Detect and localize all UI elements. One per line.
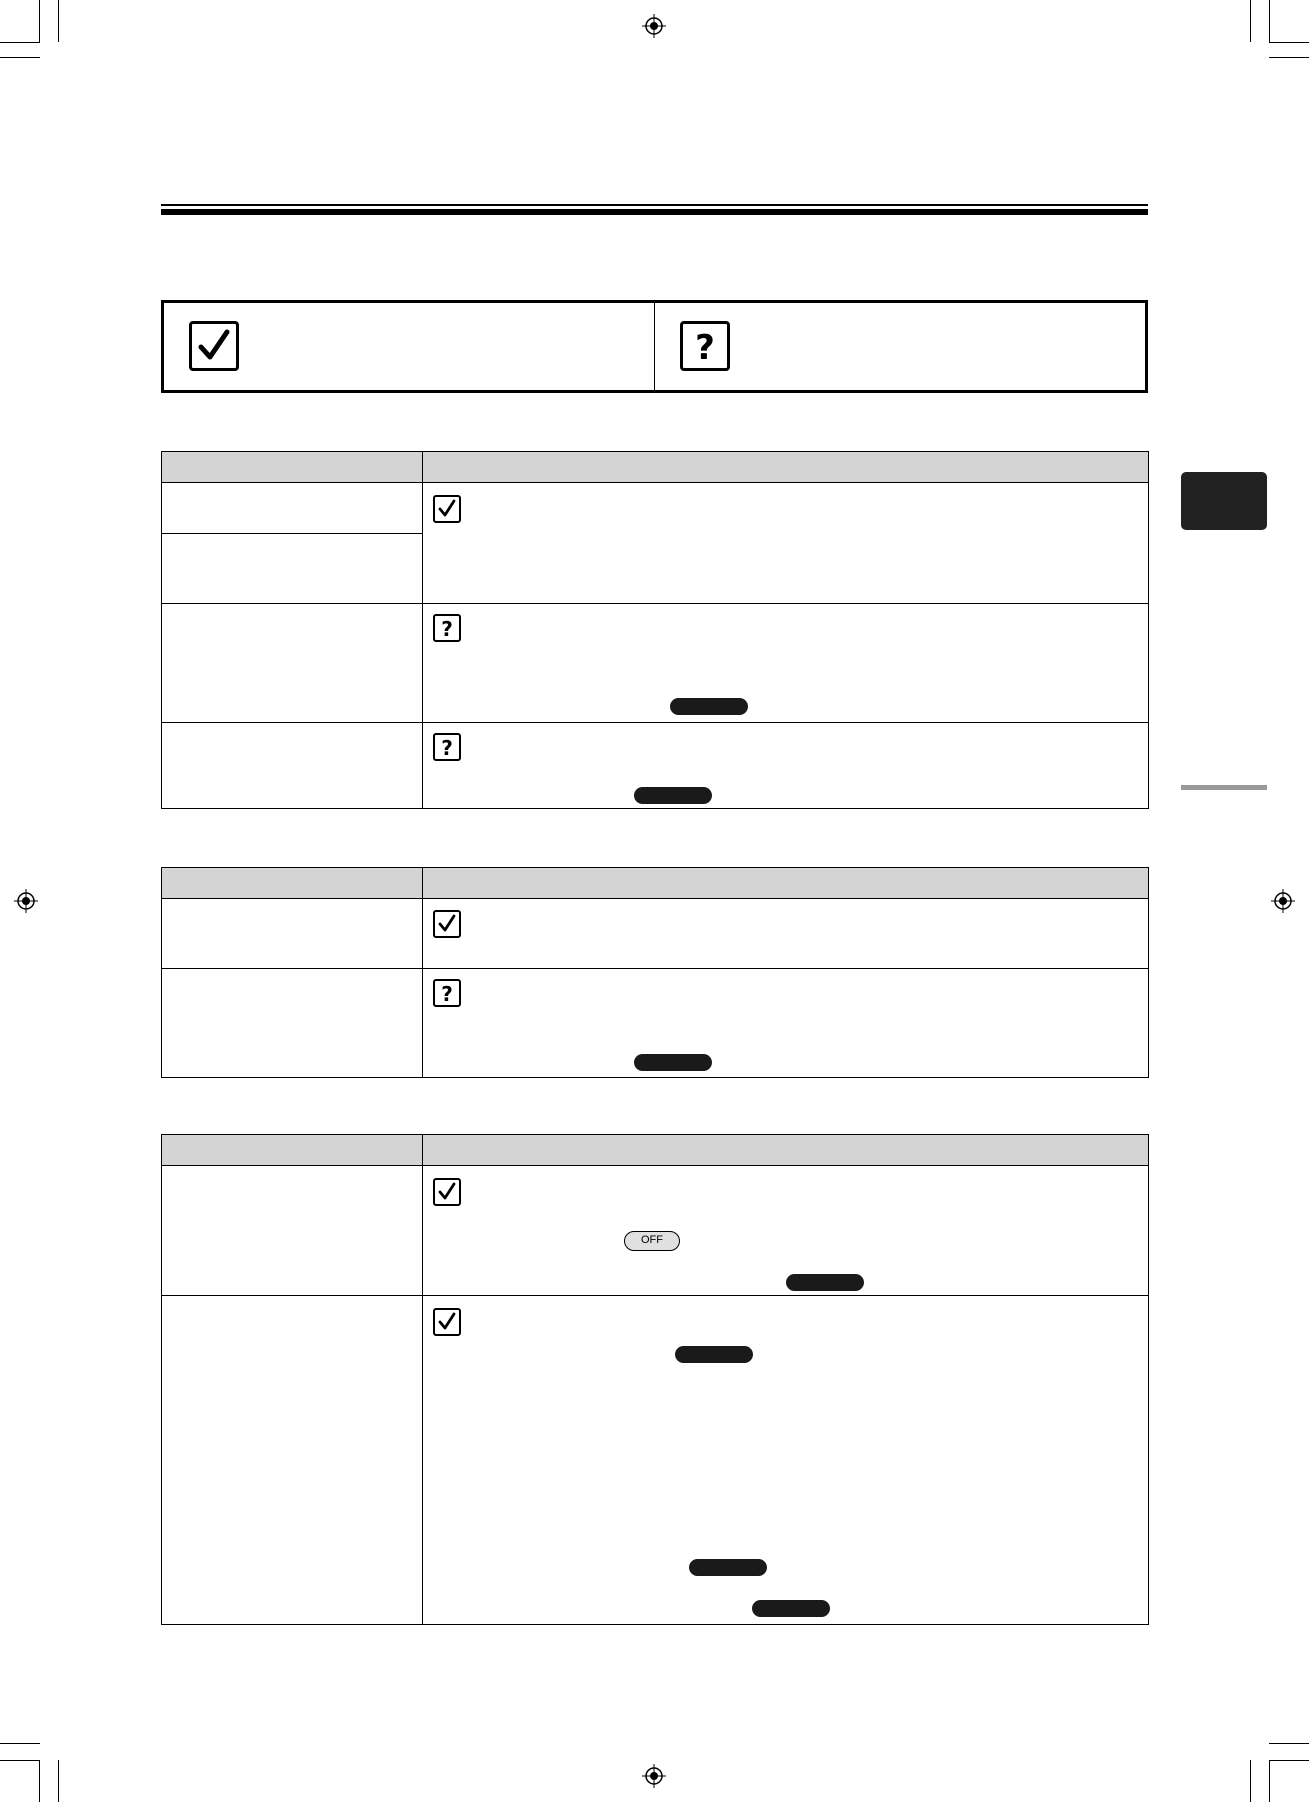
table-header [162,1135,1148,1166]
check-icon [433,910,461,938]
page-ref-badge[interactable] [786,1274,864,1291]
question-icon [433,614,461,642]
page-ref-badge[interactable] [689,1559,767,1576]
question-icon [433,979,461,1007]
troubleshoot-table-2 [161,867,1149,1078]
page-ref-badge[interactable] [634,1054,712,1071]
check-icon [433,495,461,523]
page-ref-badge[interactable] [634,787,712,804]
page-ref-badge[interactable] [670,698,748,715]
table-header [162,868,1148,899]
page-ref-badge[interactable] [752,1600,830,1617]
svg-text:?: ? [695,328,715,368]
svg-text:?: ? [441,982,453,1005]
check-icon [433,1178,461,1206]
check-icon [189,321,239,371]
registration-mark-icon [642,1764,666,1788]
page-ref-badge[interactable] [675,1346,753,1363]
troubleshoot-table-1 [161,451,1149,809]
legend-check [164,303,654,390]
check-icon [433,1308,461,1336]
side-section-bar [1181,785,1267,790]
registration-mark-icon [1271,889,1295,913]
off-button[interactable]: OFF [624,1231,680,1251]
legend-box [161,300,1148,393]
header-rule-thick [161,209,1148,215]
side-tab[interactable] [1181,472,1267,530]
table-header [162,452,1148,483]
svg-text:?: ? [441,617,453,640]
question-icon [680,321,730,371]
legend-question [654,303,1145,390]
question-icon [433,733,461,761]
registration-mark-icon [14,889,38,913]
troubleshoot-table-3 [161,1134,1149,1625]
registration-mark-icon [642,14,666,38]
svg-text:?: ? [441,736,453,759]
header-rule [161,204,1148,206]
